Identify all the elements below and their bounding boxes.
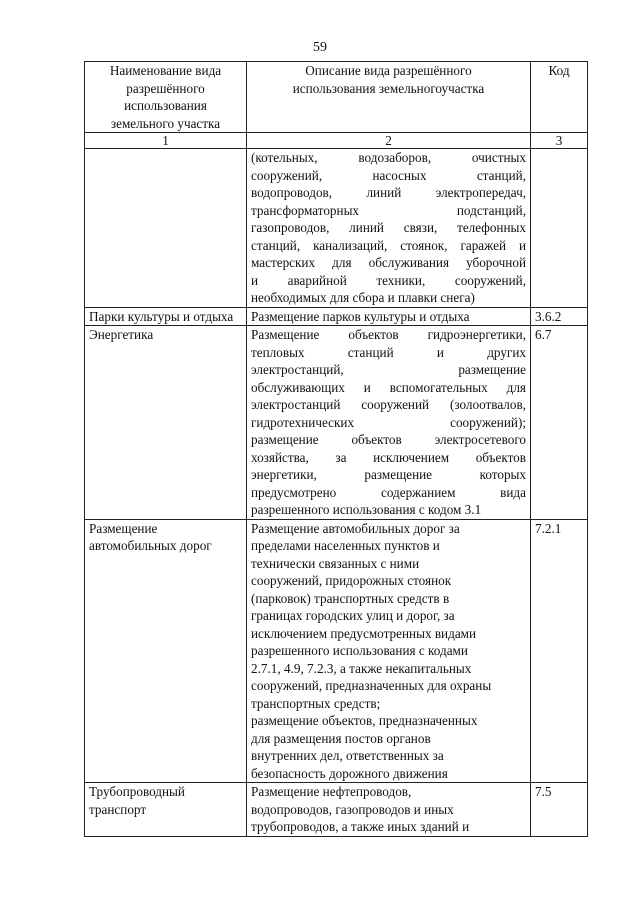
description-line: транспортных средств; (251, 695, 381, 711)
description-line: разрешенного использования с кодами (251, 643, 468, 658)
header-name (85, 62, 247, 133)
row-name: Трубопроводный транспорт (85, 783, 247, 837)
description-line: обслуживающих и вспомогательных для (251, 379, 526, 395)
description-line: электростанций сооружений (золоотвалов, (251, 397, 526, 412)
description-line: внутренних дел, ответственных за (251, 748, 444, 763)
row-description (247, 307, 531, 326)
row-name: Парки культуры и отдыха (85, 307, 247, 326)
row-description (247, 783, 531, 837)
row-description (247, 326, 531, 520)
description-line: (котельных, водозаборов, очистных (251, 150, 526, 165)
description-line: тепловых станций и других (251, 344, 526, 360)
row-code: 3.6.2 (531, 307, 588, 326)
description-line: трансформаторных подстанций, (251, 202, 526, 218)
row-description (247, 519, 531, 783)
table-row (85, 783, 588, 837)
table-row (85, 307, 588, 326)
description-line: сооружений, придорожных стоянок (251, 573, 452, 588)
row-name: Энергетика (85, 326, 247, 520)
description-line: Размещение парков культуры и отдыха (251, 308, 470, 324)
description-line: размещение объектов электросетевого (251, 432, 526, 447)
description-line: пределами населенных пунктов и (251, 538, 440, 553)
header-code: Код (531, 62, 588, 133)
table-row (85, 326, 588, 520)
description-line: Размещение автомобильных дорог за (251, 520, 460, 536)
description-line: и аварийной техники, сооружений, (251, 272, 526, 288)
description-line: хозяйства, за исключением объектов (251, 449, 526, 465)
description-line: технически связанных с ними (251, 555, 420, 571)
table-row (85, 519, 588, 783)
column-number-row (85, 133, 588, 149)
description-line: энергетики, размещение которых (251, 467, 526, 482)
description-line: 2.7.1, 4.9, 7.2.3, а также некапитальных (251, 660, 472, 676)
page-number: 59 (313, 40, 327, 55)
description-line: исключением предусмотренных видами (251, 625, 477, 641)
description-line: (парковок) транспортных средств в (251, 590, 450, 606)
row-name: Размещение автомобильных дорог (85, 519, 247, 783)
description-line: электростанций, размещение (251, 362, 526, 377)
row-code: 7.2.1 (531, 519, 588, 783)
row-code: 6.7 (531, 326, 588, 520)
row-description (247, 149, 531, 308)
table-row (85, 149, 588, 308)
description-line: сооружений, насосных станций, (251, 167, 526, 183)
description-line: газопроводов, линий связи, телефонных (251, 220, 526, 235)
table-header-row (85, 62, 588, 133)
description-line: Размещение нефтепроводов, (251, 784, 412, 799)
description-line: разрешенного использования с кодом 3.1 (251, 502, 482, 517)
column-number: 1 (85, 133, 247, 149)
header-name-text: Наименование вида разрешённого использования земельного участка (109, 63, 222, 131)
description-line: для размещения постов органов (251, 730, 431, 746)
row-code (531, 149, 588, 308)
land-use-table (84, 61, 588, 837)
description-line: трубопроводов, а также иных зданий и (251, 819, 470, 834)
description-line: водопроводов, газопроводов и иных (251, 801, 454, 817)
row-code: 7.5 (531, 783, 588, 837)
header-description (247, 62, 531, 133)
description-line: водопроводов, линий электропередач, (251, 185, 526, 200)
column-number: 2 (247, 133, 531, 149)
description-line: предусмотрено содержанием вида (251, 484, 526, 500)
column-number: 3 (531, 133, 588, 149)
description-line: гидротехнических сооружений); (251, 414, 526, 430)
description-line: безопасность дорожного движения (251, 765, 448, 781)
row-name (85, 149, 247, 308)
description-line: мастерских для обслуживания уборочной (251, 255, 526, 270)
header-description-text: Описание вида разрешённого использования земельногоучастка (292, 63, 485, 96)
description-line: границах городских улиц и дорог, за (251, 608, 455, 623)
description-line: станций, канализаций, стоянок, гаражей и (251, 237, 526, 253)
description-line: сооружений, предназначенных для охраны (251, 678, 492, 693)
description-line: необходимых для сбора и плавки снега) (251, 290, 475, 305)
description-line: Размещение объектов гидроэнергетики, (251, 327, 526, 342)
description-line: размещение объектов, предназначенных (251, 713, 478, 728)
